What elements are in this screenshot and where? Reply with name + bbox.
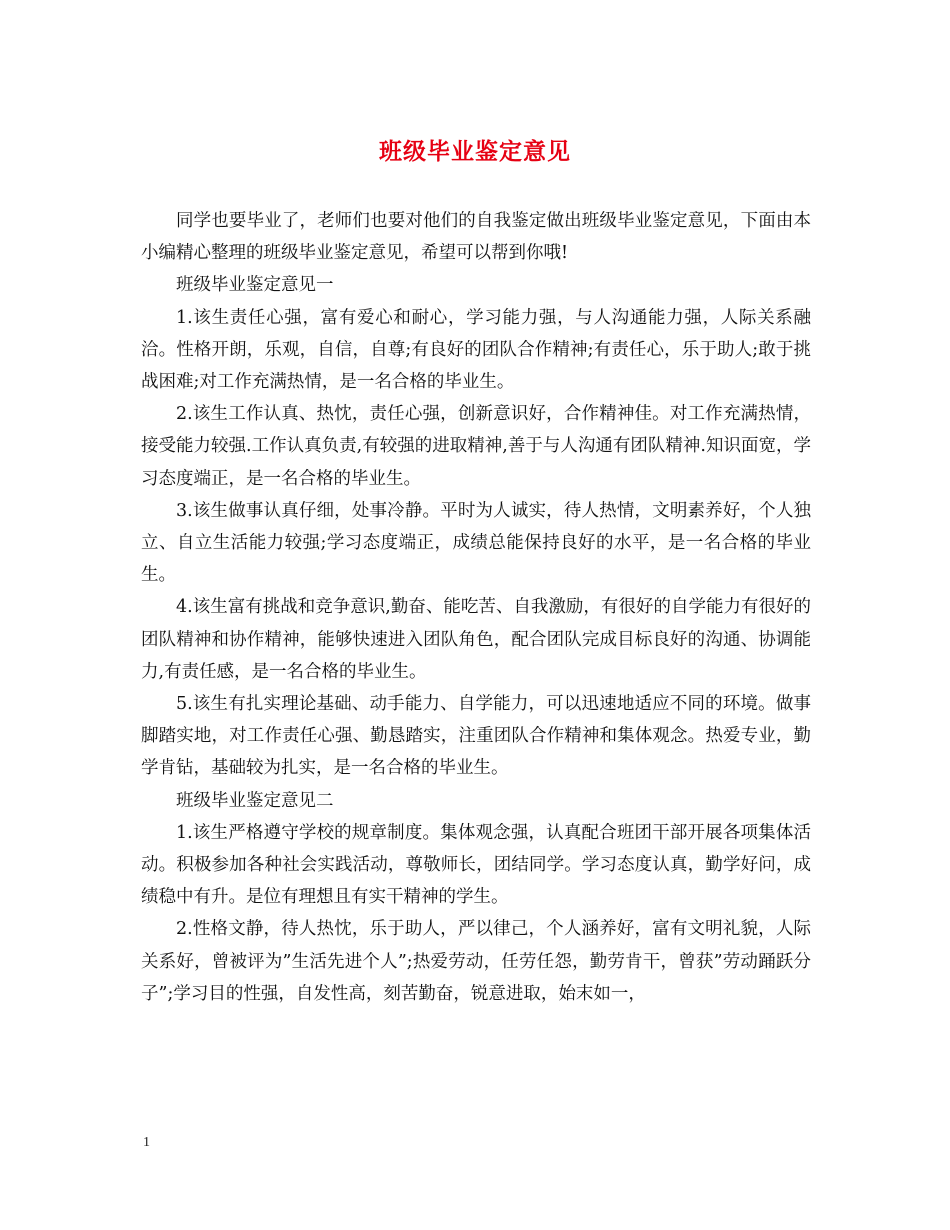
paragraph-item: 1.该生严格遵守学校的规章制度。集体观念强，认真配合班团干部开展各项集体活动。积极参加各种社会实践活动，尊敬师长，团结同学。学习态度认真，勤学好问，成绩稳中有升。是位有理想且有实干精神的学生。 [141,822,811,908]
page-number: 1 [143,1135,150,1150]
section-heading-one: 班级毕业鉴定意见一 [176,275,334,296]
paragraph-item: 3.该生做事认真仔细，处事冷静。平时为人诚实，待人热情，文明素养好，个人独立、自立生活能力较强;学习态度端正，成绩总能保持良好的水平，是一名合格的毕业生。 [141,500,811,586]
document-body [141,205,811,1010]
paragraph-item: 2.性格文静，待人热忱，乐于助人，严以律己，个人涵养好，富有文明礼貌，人际关系好，曾被评为”生活先进个人”;热爱劳动，任劳任怨，勤劳肯干，曾获”劳动踊跃分子”;学习目的性强，自发性高，刻苦勤奋，锐意进取，始末如一， [141,919,811,1004]
paragraph-item: 2.该生工作认真、热忱，责任心强，创新意识好，合作精神佳。对工作充满热情，接受能力较强.工作认真负责,有较强的进取精神,善于与人沟通有团队精神.知识面宽，学习态度端正，是一名合格的毕业生。 [141,404,811,489]
intro-paragraph: 同学也要毕业了，老师们也要对他们的自我鉴定做出班级毕业鉴定意见，下面由本小编精心整理的班级毕业鉴定意见，希望可以帮到你哦! [141,211,811,264]
paragraph-item: 4.该生富有挑战和竞争意识,勤奋、能吃苦、自我激励，有很好的自学能力有很好的团队精神和协作精神，能够快速进入团队角色，配合团队完成目标良好的沟通、协调能力,有责任感，是一名合格的毕业生。 [141,597,811,682]
section-heading-two: 班级毕业鉴定意见二 [176,790,334,811]
document-title: 班级毕业鉴定意见 [379,138,571,165]
paragraph-item: 1.该生责任心强，富有爱心和耐心，学习能力强，与人沟通能力强，人际关系融洽。性格开朗，乐观，自信，自尊;有良好的团队合作精神;有责任心，乐于助人;敢于挑战困难;对工作充满热情，是一名合格的毕业生。 [141,307,811,393]
paragraph-item: 5.该生有扎实理论基础、动手能力、自学能力，可以迅速地适应不同的环境。做事脚踏实地，对工作责任心强、勤恳踏实，注重团队合作精神和集体观念。热爱专业，勤学肯钻，基础较为扎实，是一名合格的毕业生。 [141,694,811,779]
